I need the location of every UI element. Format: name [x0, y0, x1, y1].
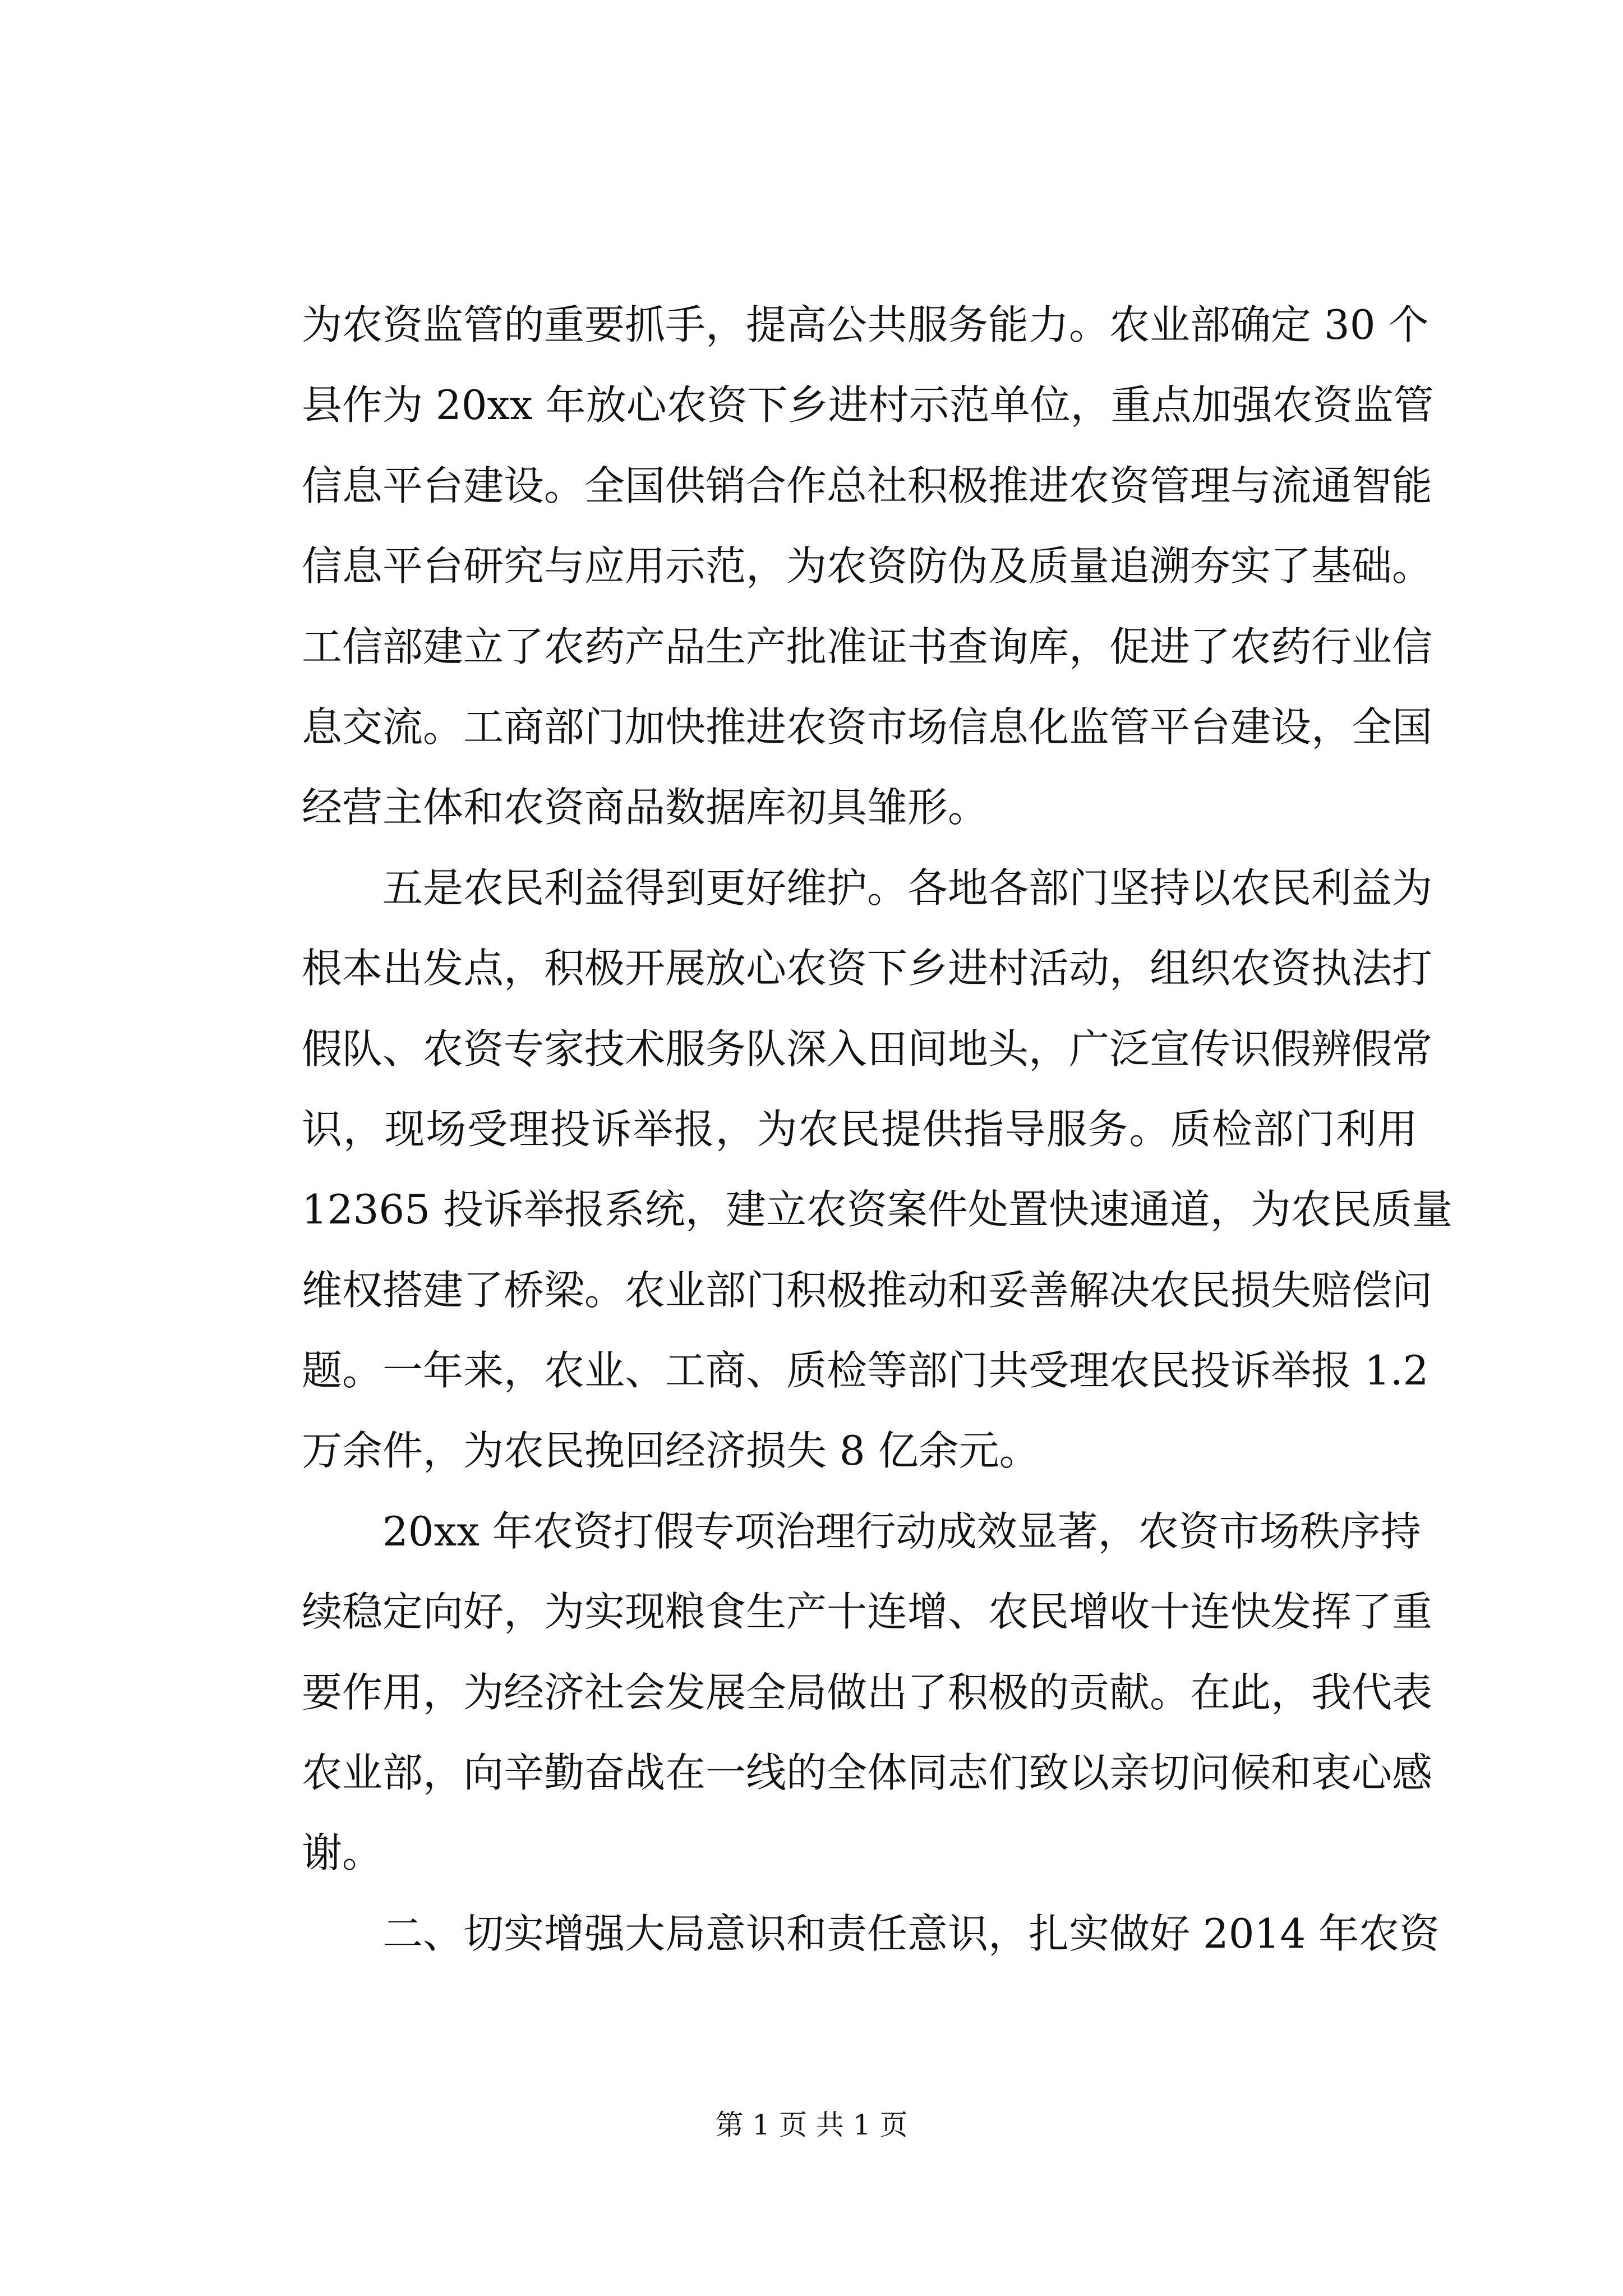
text-line: 维权搭建了桥梁。农业部门积极推动和妥善解决农民损失赔偿问 [302, 1266, 1433, 1314]
text-line: 信息平台建设。全国供销合作总社积极推进农资管理与流通智能 [302, 462, 1433, 509]
text-line: 万余件，为农民挽回经济损失 8 亿余元。 [302, 1427, 1040, 1475]
page-footer: 第 1 页 共 1 页 [715, 2109, 908, 2141]
text-line: 息交流。工商部门加快推进农资市场信息化监管平台建设，全国 [302, 703, 1433, 751]
text-line: 根本出发点，积极开展放心农资下乡进村活动，组织农资执法打 [302, 945, 1433, 992]
text-line: 五是农民利益得到更好维护。各地各部门坚持以农民利益为 [382, 864, 1433, 912]
text-line: 县作为 20xx 年放心农资下乡进村示范单位，重点加强农资监管 [302, 381, 1434, 429]
text-line: 续稳定向好，为实现粮食生产十连增、农民增收十连快发挥了重 [302, 1588, 1433, 1636]
document-body [302, 285, 1453, 1974]
text-line: 经营主体和农资商品数据库初具雏形。 [302, 784, 989, 831]
text-line: 信息平台研究与应用示范，为农资防伪及质量追溯夯实了基础。 [302, 542, 1433, 590]
text-line: 识，现场受理投诉举报，为农民提供指导服务。质检部门利用 [302, 1105, 1418, 1153]
text-line: 20xx 年农资打假专项治理行动成效显著，农资市场秩序持 [382, 1507, 1421, 1555]
text-line: 题。一年来，农业、工商、质检等部门共受理农民投诉举报 1.2 [302, 1347, 1429, 1395]
text-line: 农业部，向辛勤奋战在一线的全体同志们致以亲切问候和衷心感 [302, 1749, 1433, 1797]
text-line: 为农资监管的重要抓手，提高公共服务能力。农业部确定 30 个 [302, 301, 1429, 348]
text-line: 工信部建立了农药产品生产批准证书查询库，促进了农药行业信 [302, 623, 1433, 670]
text-line: 二、切实增强大局意识和责任意识，扎实做好 2014 年农资 [382, 1910, 1440, 1957]
text-line: 要作用，为经济社会发展全局做出了积极的贡献。在此，我代表 [302, 1668, 1433, 1716]
text-line: 12365 投诉举报系统，建立农资案件处置快速通道，为农民质量 [302, 1186, 1453, 1234]
text-line: 假队、农资专家技术服务队深入田间地头，广泛宣传识假辨假常 [302, 1025, 1433, 1073]
text-line: 谢。 [302, 1829, 383, 1877]
